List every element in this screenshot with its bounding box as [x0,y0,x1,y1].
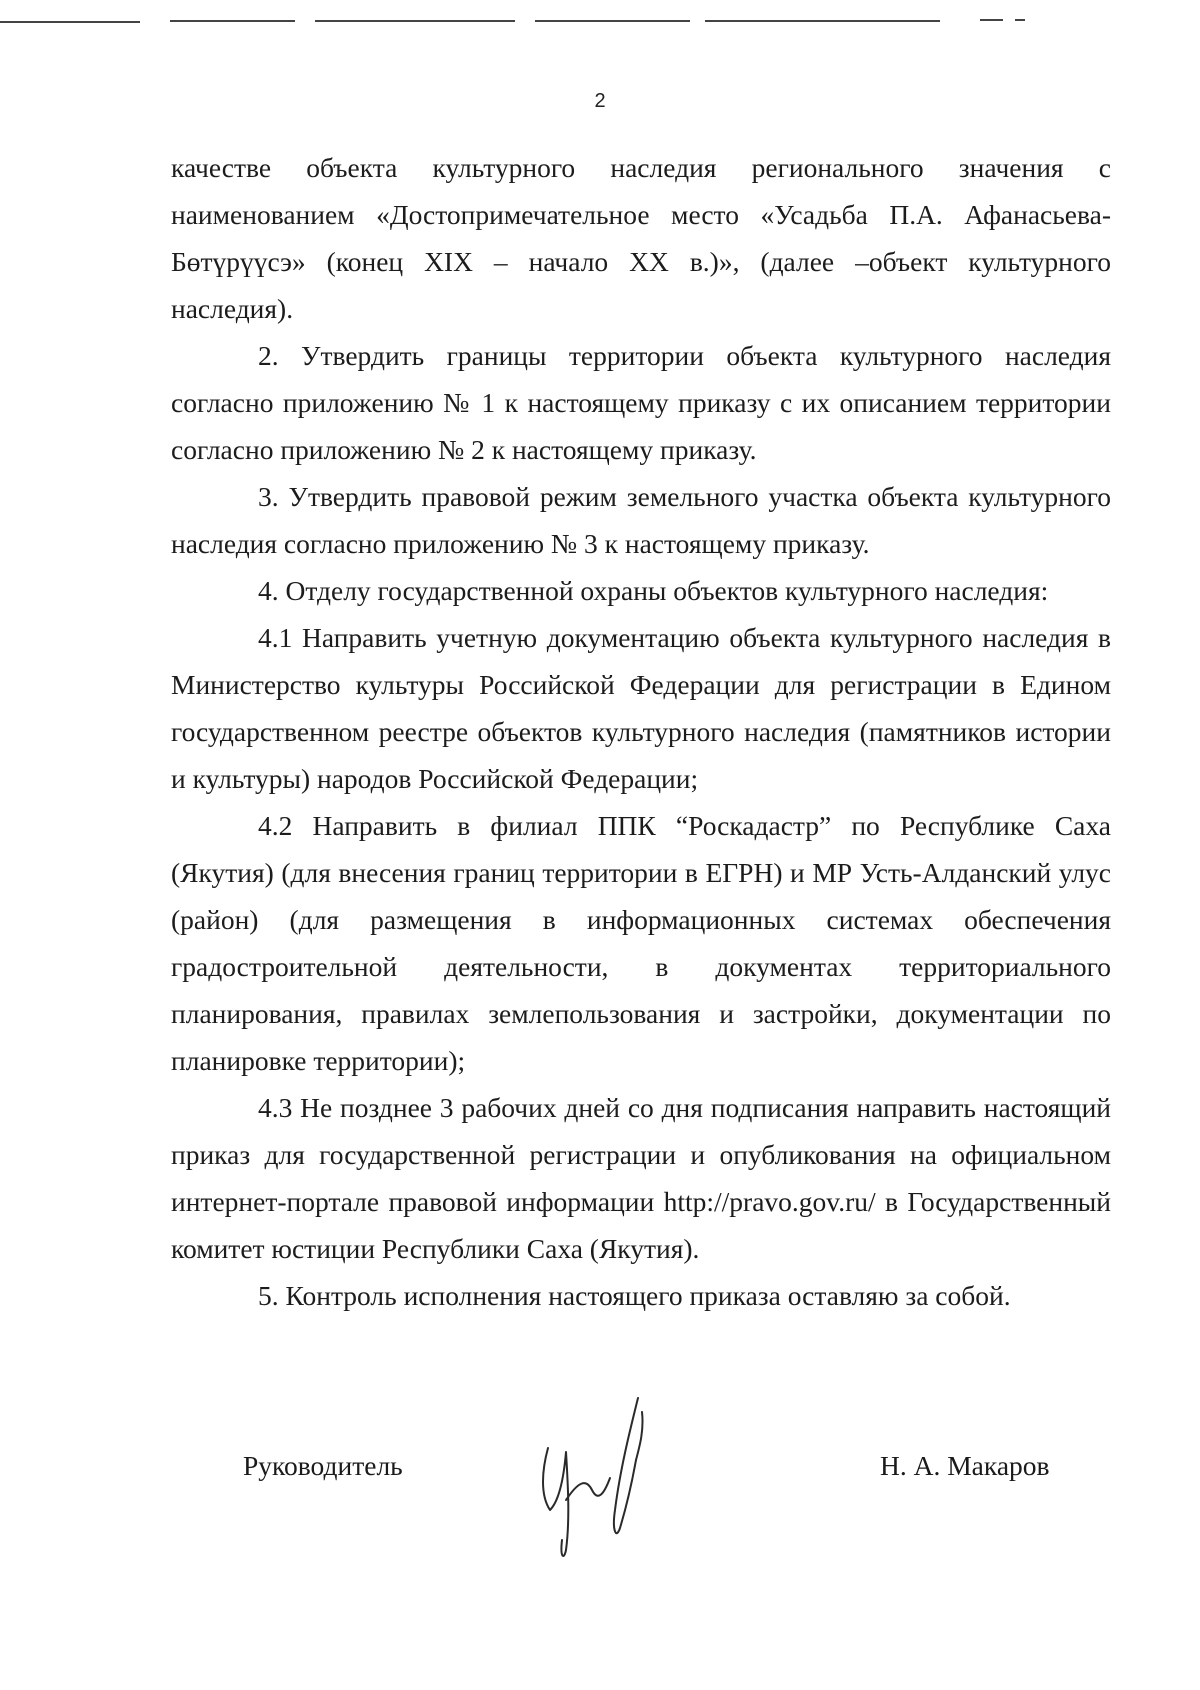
paragraph-continuation: качестве объекта культурного наследия регионального значения с наименованием «Достопримечательное место «Усадьба П.А. Афанасьева-Бөтүрүүсэ» (конец XIX – начало XX в.)», (далее –объект культурного наследия). [171,152,1111,324]
page-number: 2 [594,90,606,112]
paragraph-item-3: 3. Утвердить правовой режим земельного участка объекта культурного наследия согласно приложению № 3 к настоящему приказу. [171,481,1111,559]
signature-block [0,1410,1200,1570]
paragraph-item-4-1: 4.1 Направить учетную документацию объекта культурного наследия в Министерство культуры Российской Федерации для регистрации в Едином государственном реестре объектов культурного наследия (памятников истории и культуры) народов Российской Федерации; [171,622,1111,794]
paragraph-item-5: 5. Контроль исполнения настоящего приказа оставляю за собой. [258,1280,1011,1311]
paragraph-item-4-3: 4.3 Не позднее 3 рабочих дней со дня подписания направить настоящий приказ для государственной регистрации и опубликования на официальном интернет-портале правовой информации http://pravo.gov.ru/ в Государственный комитет юстиции Республики Саха (Якутия). [171,1092,1111,1264]
scan-edge-lines [0,0,1200,40]
signer-name: Н. А. Макаров [880,1450,1050,1481]
paragraph-item-4-2: 4.2 Направить в филиал ППК “Роскадастр” по Республике Саха (Якутия) (для внесения границ территории в ЕГРН) и МР Усть-Алданский улус (район) (для размещения в информационных системах обеспечения градостроительной деятельности, в документах территориального планирования, правилах землепользования и застройки, документации по планировке территории); [171,810,1111,1076]
paragraph-item-2: 2. Утвердить границы территории объекта культурного наследия согласно приложению № 1 к настоящему приказу с их описанием территории согласно приложению № 2 к настоящему приказу. [171,340,1111,465]
handwritten-signature [520,1390,670,1565]
signer-title: Руководитель [243,1450,403,1481]
paragraph-item-4: 4. Отделу государственной охраны объектов культурного наследия: [258,575,1049,606]
document-body [171,144,1111,1319]
